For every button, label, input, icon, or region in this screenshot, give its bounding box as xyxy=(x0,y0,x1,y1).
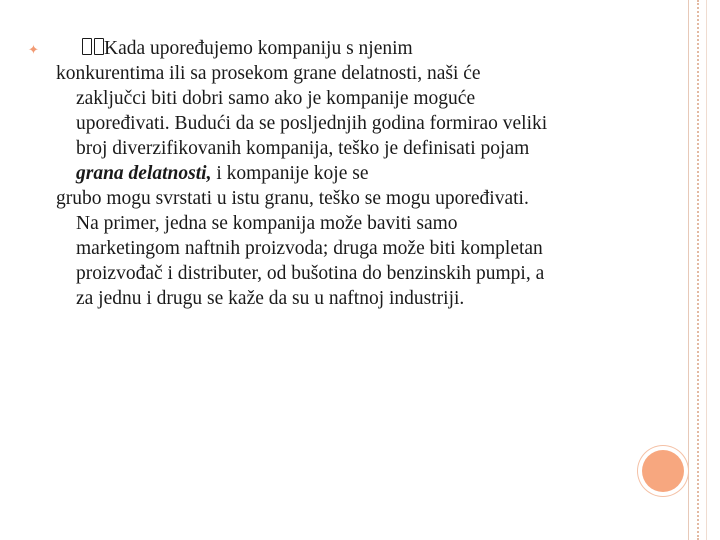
side-border-line xyxy=(688,0,689,540)
side-border-line-outer xyxy=(706,0,707,540)
slide-body-text xyxy=(0,36,680,311)
paragraph-1-line-4: upoređivati. Budući da se posljednjih godina formirao veliki xyxy=(76,113,548,134)
side-dotted-line xyxy=(697,0,699,540)
paragraph-2-line-2: Na primer, jedna se kompanija može baviti samo xyxy=(76,213,458,234)
paragraph-1-line-5: broj diverzifikovanih kompanija, teško je definisati pojam xyxy=(76,138,530,159)
emphasis-term: grana delatnosti, xyxy=(76,163,212,184)
paragraph-2-line-4: proizvođač i distributer, od bušotina do benzinskih pumpi, a xyxy=(76,263,545,284)
paragraph-2-line-5: za jednu i drugu se kaže da su u naftnoj industriji. xyxy=(76,288,465,309)
decorative-circle xyxy=(642,450,684,492)
paragraph-1-line-2: konkurentima ili sa prosekom grane delatnosti, naši će xyxy=(56,63,481,84)
paragraph-2-line-3: marketingom naftnih proizvoda; druga može biti kompletan xyxy=(76,238,543,259)
paragraph-1-line-1-text: Kada upoređujemo kompaniju s njenim xyxy=(104,38,413,59)
paragraph-1-line-3: zaključci biti dobri samo ako je kompanije moguće xyxy=(76,88,476,109)
bullet-icon: ✦ xyxy=(28,42,39,57)
paragraph-2-line-1: grubo mogu svrstati u istu granu, teško se mogu upoređivati. xyxy=(56,188,529,209)
paragraph-1-line-6-text: i kompanije koje se xyxy=(211,163,369,184)
paragraph-1-line-6 xyxy=(0,161,680,186)
paragraph-1-line-1 xyxy=(0,36,680,61)
missing-glyph-icon xyxy=(82,38,104,57)
